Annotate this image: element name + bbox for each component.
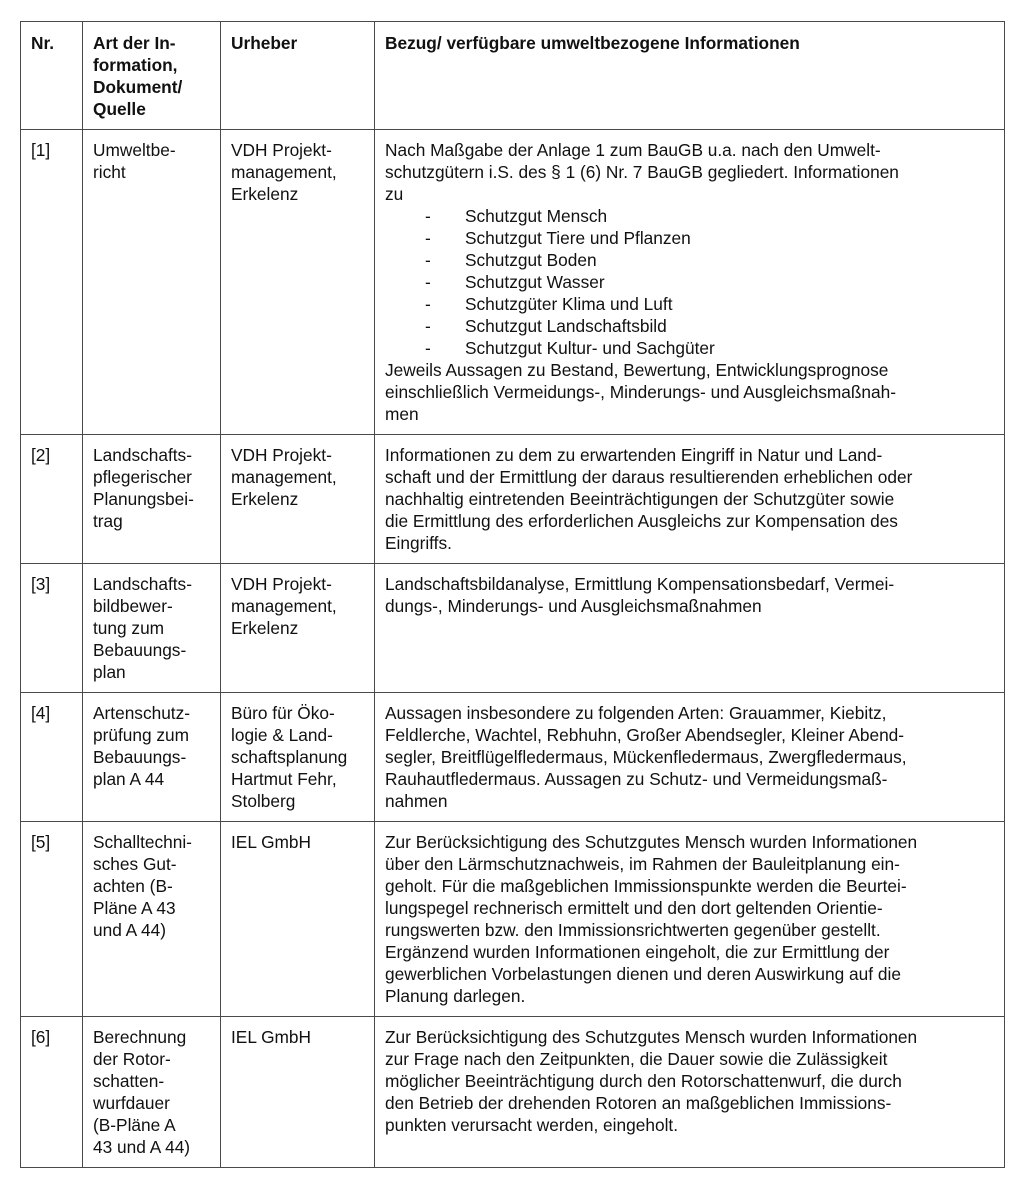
- cell-bezug-line: Planung darlegen.: [385, 986, 526, 1006]
- schutzgut-label: Schutzgut Wasser: [465, 272, 605, 292]
- cell-art-line: sches Gut-: [93, 854, 177, 874]
- header-bezug: Bezug/ verfügbare umweltbezogene Informationen: [375, 22, 1005, 130]
- cell-urheber-line: management,: [231, 596, 337, 616]
- cell-nr: [5]: [21, 822, 83, 1017]
- cell-urheber: [221, 564, 375, 693]
- cell-bezug: [375, 693, 1005, 822]
- cell-bezug: [375, 435, 1005, 564]
- schutzgut-item: [385, 337, 996, 359]
- cell-bezug-line: men: [385, 404, 419, 424]
- cell-art-line: trag: [93, 511, 123, 531]
- cell-urheber-line: Stolberg: [231, 791, 296, 811]
- list-dash: -: [425, 272, 431, 292]
- cell-urheber-line: VDH Projekt-: [231, 140, 332, 160]
- cell-art-line: Landschafts-: [93, 574, 192, 594]
- cell-bezug-line: zur Frage nach den Zeitpunkten, die Dauer sowie die Zulässigkeit: [385, 1049, 888, 1069]
- cell-bezug-line: Feldlerche, Wachtel, Rebhuhn, Großer Abendsegler, Kleiner Abend-: [385, 725, 905, 745]
- cell-art-line: prüfung zum: [93, 725, 190, 745]
- schutzgut-label: Schutzgut Kultur- und Sachgüter: [465, 338, 715, 358]
- cell-urheber: [221, 130, 375, 435]
- cell-art-line: der Rotor-: [93, 1049, 171, 1069]
- cell-bezug-line: nachhaltig eintretenden Beeinträchtigungen der Schutzgüter sowie: [385, 489, 895, 509]
- cell-bezug-line: Zur Berücksichtigung des Schutzgutes Mensch wurden Informationen: [385, 1027, 918, 1047]
- cell-urheber: [221, 693, 375, 822]
- cell-urheber-line: IEL GmbH: [231, 1027, 312, 1047]
- schutzgut-item: [385, 315, 996, 337]
- cell-art-line: wurfdauer: [93, 1093, 170, 1113]
- cell-urheber-line: management,: [231, 162, 337, 182]
- cell-bezug-line: über den Lärmschutznachweis, im Rahmen der Bauleitplanung ein-: [385, 854, 900, 874]
- cell-bezug-line: den Betrieb der drehenden Rotoren an maßgeblichen Immissions-: [385, 1093, 892, 1113]
- cell-art-line: richt: [93, 162, 126, 182]
- cell-bezug-line: Landschaftsbildanalyse, Ermittlung Kompensationsbedarf, Vermei-: [385, 574, 895, 594]
- header-art-line: Art der In-: [93, 33, 176, 53]
- cell-art-line: Landschafts-: [93, 445, 192, 465]
- cell-bezug-line: geholt. Für die maßgeblichen Immissionspunkte werden die Beurtei-: [385, 876, 907, 896]
- cell-urheber: [221, 1017, 375, 1168]
- table-row: [21, 693, 1005, 822]
- cell-nr: [4]: [21, 693, 83, 822]
- schutzgut-label: Schutzgut Landschaftsbild: [465, 316, 667, 336]
- cell-bezug-line: Rauhautfledermaus. Aussagen zu Schutz- und Vermeidungsmaß-: [385, 769, 888, 789]
- cell-art-line: tung zum: [93, 618, 165, 638]
- cell-art: [83, 693, 221, 822]
- cell-art: [83, 822, 221, 1017]
- cell-bezug: [375, 130, 1005, 435]
- cell-bezug-line: möglicher Beeinträchtigung durch den Rotorschattenwurf, die durch: [385, 1071, 902, 1091]
- cell-bezug: [375, 822, 1005, 1017]
- list-dash: -: [425, 206, 431, 226]
- header-urheber: Urheber: [221, 22, 375, 130]
- cell-art-line: Bebauungs-: [93, 747, 187, 767]
- cell-art-line: 43 und A 44): [93, 1137, 191, 1157]
- header-art-line: formation,: [93, 55, 178, 75]
- cell-urheber-line: Erkelenz: [231, 184, 299, 204]
- cell-bezug-line: Zur Berücksichtigung des Schutzgutes Mensch wurden Informationen: [385, 832, 918, 852]
- schutzgut-item: [385, 271, 996, 293]
- header-nr: Nr.: [21, 22, 83, 130]
- table-row: [21, 822, 1005, 1017]
- schutzgut-item: [385, 227, 996, 249]
- cell-bezug-line: schaft und der Ermittlung der daraus resultierenden erheblichen oder: [385, 467, 913, 487]
- cell-art-line: Planungsbei-: [93, 489, 194, 509]
- cell-nr: [6]: [21, 1017, 83, 1168]
- cell-bezug-line: punkten verursacht werden, eingeholt.: [385, 1115, 679, 1135]
- cell-art-line: Umweltbe-: [93, 140, 176, 160]
- cell-urheber-line: Büro für Öko-: [231, 703, 335, 723]
- cell-art: [83, 435, 221, 564]
- document-page: [20, 21, 1005, 1168]
- cell-bezug-line: gewerblichen Vorbelastungen dienen und deren Auswirkung auf die: [385, 964, 901, 984]
- cell-nr: [2]: [21, 435, 83, 564]
- table-row: [21, 564, 1005, 693]
- environmental-information-table: [20, 21, 1005, 1168]
- cell-urheber-line: IEL GmbH: [231, 832, 312, 852]
- cell-urheber-line: VDH Projekt-: [231, 574, 332, 594]
- cell-bezug-line: dungs-, Minderungs- und Ausgleichsmaßnahmen: [385, 596, 762, 616]
- table-row: [21, 130, 1005, 435]
- cell-nr: [3]: [21, 564, 83, 693]
- cell-bezug-line: die Ermittlung des erforderlichen Ausgleichs zur Kompensation des: [385, 511, 898, 531]
- cell-nr: [1]: [21, 130, 83, 435]
- cell-urheber-line: logie & Land-: [231, 725, 333, 745]
- cell-art-line: Pläne A 43: [93, 898, 176, 918]
- cell-art-line: plan A 44: [93, 769, 165, 789]
- cell-bezug-line: nahmen: [385, 791, 448, 811]
- schutzgut-label: Schutzgut Mensch: [465, 206, 608, 226]
- schutzgut-item: [385, 293, 996, 315]
- cell-urheber-line: Hartmut Fehr,: [231, 769, 337, 789]
- cell-bezug-line: Eingriffs.: [385, 533, 452, 553]
- cell-bezug-line: lungspegel rechnerisch ermittelt und den dort geltenden Orientie-: [385, 898, 883, 918]
- table-row: [21, 1017, 1005, 1168]
- schutzgut-item: [385, 249, 996, 271]
- cell-art-line: bildbewer-: [93, 596, 173, 616]
- cell-art-line: schatten-: [93, 1071, 165, 1091]
- cell-bezug-line: Informationen zu dem zu erwartenden Eingriff in Natur und Land-: [385, 445, 883, 465]
- cell-art-line: Berechnung: [93, 1027, 187, 1047]
- cell-bezug-line: Nach Maßgabe der Anlage 1 zum BauGB u.a. nach den Umwelt-: [385, 140, 881, 160]
- list-dash: -: [425, 250, 431, 270]
- cell-urheber-line: Erkelenz: [231, 618, 299, 638]
- cell-bezug: [375, 564, 1005, 693]
- list-dash: -: [425, 316, 431, 336]
- list-dash: -: [425, 338, 431, 358]
- table-header-row: [21, 22, 1005, 130]
- cell-art: [83, 564, 221, 693]
- header-art-line: Dokument/: [93, 77, 183, 97]
- cell-urheber: [221, 435, 375, 564]
- cell-bezug-line: Jeweils Aussagen zu Bestand, Bewertung, Entwicklungsprognose: [385, 360, 889, 380]
- cell-urheber-line: management,: [231, 467, 337, 487]
- schutzgut-label: Schutzgut Boden: [465, 250, 597, 270]
- cell-art: [83, 130, 221, 435]
- cell-art-line: Artenschutz-: [93, 703, 191, 723]
- cell-art: [83, 1017, 221, 1168]
- table-row: [21, 435, 1005, 564]
- cell-art-line: und A 44): [93, 920, 167, 940]
- cell-art-line: plan: [93, 662, 126, 682]
- cell-bezug: [375, 1017, 1005, 1168]
- cell-urheber-line: schaftsplanung: [231, 747, 348, 767]
- cell-bezug-line: einschließlich Vermeidungs-, Minderungs- und Ausgleichsmaßnah-: [385, 382, 897, 402]
- cell-bezug-line: Aussagen insbesondere zu folgenden Arten: Grauammer, Kiebitz,: [385, 703, 887, 723]
- cell-art-line: achten (B-: [93, 876, 173, 896]
- cell-art-line: Bebauungs-: [93, 640, 187, 660]
- cell-bezug-line: segler, Breitflügelfledermaus, Mückenfledermaus, Zwergfledermaus,: [385, 747, 907, 767]
- cell-art-line: (B-Pläne A: [93, 1115, 176, 1135]
- cell-bezug-line: schutzgütern i.S. des § 1 (6) Nr. 7 BauGB gegliedert. Informationen: [385, 162, 899, 182]
- header-art: [83, 22, 221, 130]
- cell-urheber-line: Erkelenz: [231, 489, 299, 509]
- cell-bezug-line: rungswerten bzw. den Immissionsrichtwerten gegenüber gestellt.: [385, 920, 881, 940]
- cell-urheber: [221, 822, 375, 1017]
- cell-bezug-line: Ergänzend wurden Informationen eingeholt, die zur Ermittlung der: [385, 942, 890, 962]
- cell-art-line: pflegerischer: [93, 467, 192, 487]
- cell-urheber-line: VDH Projekt-: [231, 445, 332, 465]
- schutzgut-label: Schutzgut Tiere und Pflanzen: [465, 228, 691, 248]
- cell-bezug-line: zu: [385, 184, 404, 204]
- list-dash: -: [425, 294, 431, 314]
- header-art-line: Quelle: [93, 99, 146, 119]
- schutzgut-list: [385, 205, 996, 359]
- cell-art-line: Schalltechni-: [93, 832, 192, 852]
- schutzgut-item: [385, 205, 996, 227]
- schutzgut-label: Schutzgüter Klima und Luft: [465, 294, 673, 314]
- list-dash: -: [425, 228, 431, 248]
